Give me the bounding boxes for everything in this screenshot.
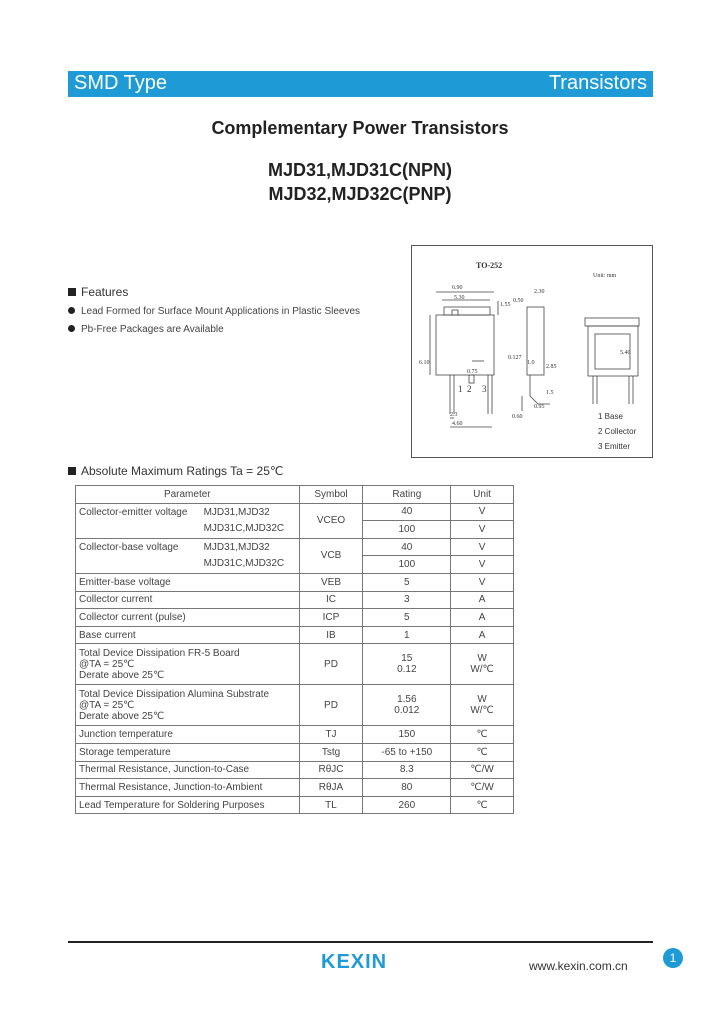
table-row [76, 779, 514, 797]
pin-label: 1 Base [598, 412, 623, 421]
table-row [76, 573, 514, 591]
dim-label: 1.5 [546, 390, 554, 396]
symbol-cell: VEB [299, 573, 363, 591]
unit-cell: ℃ [451, 796, 514, 814]
param-cell: Lead Temperature for Soldering Purposes [76, 796, 300, 814]
rating-cell: -65 to +150 [363, 743, 451, 761]
table-row [76, 626, 514, 644]
features-heading-text: Features [81, 285, 129, 299]
param-cell: Thermal Resistance, Junction-to-Case [76, 761, 300, 779]
dim-label: 6.10 [419, 360, 430, 366]
symbol-cell: TL [299, 796, 363, 814]
unit-cell: ℃ [451, 743, 514, 761]
dim-label: 0.95 [534, 404, 545, 410]
symbol-cell: RθJA [299, 779, 363, 797]
rating-cell [363, 685, 451, 726]
rating-cell: 1 [363, 626, 451, 644]
symbol-cell: VCEO [299, 503, 363, 538]
dim-label: 1.0 [527, 360, 535, 366]
symbol-cell: IB [299, 626, 363, 644]
unit-line: W [477, 653, 487, 665]
header-banner [68, 71, 653, 97]
pin-label: 3 Emitter [598, 442, 631, 451]
unit-cell [451, 644, 514, 685]
unit-cell: A [451, 626, 514, 644]
dim-label: 0.50 [513, 298, 524, 304]
symbol-cell: IC [299, 591, 363, 609]
symbol-cell: VCB [299, 538, 363, 573]
unit-cell: A [451, 609, 514, 627]
ratings-heading-text: Absolute Maximum Ratings Ta = 25℃ [81, 464, 284, 478]
rating-cell: 5 [363, 573, 451, 591]
param-sub: MJD31C,MJD32C [203, 558, 285, 570]
param-cell [76, 503, 300, 538]
param-cell: Storage temperature [76, 743, 300, 761]
param-cell: Junction temperature [76, 726, 300, 744]
symbol-cell: ICP [299, 609, 363, 627]
rating-cell: 80 [363, 779, 451, 797]
pin-number: 3 [482, 384, 487, 394]
part-pnp: MJD32,MJD32C(PNP) [268, 184, 452, 204]
dim-label: 2.3 [450, 412, 458, 418]
table-row [76, 743, 514, 761]
table-row [76, 591, 514, 609]
param-line: @TA = 25℃ [79, 699, 135, 711]
bullet-icon [68, 307, 75, 314]
rating-cell: 150 [363, 726, 451, 744]
unit-cell: ℃/W [451, 761, 514, 779]
unit-cell: A [451, 591, 514, 609]
kexin-logo: KEXIN [321, 951, 388, 973]
rating-line: 15 [401, 653, 413, 665]
dim-label: 5.40 [620, 350, 631, 356]
header-cell: Symbol [299, 486, 363, 504]
footer-divider [68, 941, 653, 943]
header-cell: Unit [451, 486, 514, 504]
symbol-cell: PD [299, 644, 363, 685]
param-line: Derate above 25℃ [79, 710, 165, 722]
rating-cell [363, 644, 451, 685]
table-row [76, 685, 514, 726]
param-cell: Collector current [76, 591, 300, 609]
symbol-cell: TJ [299, 726, 363, 744]
doc-title: Complementary Power Transistors [211, 118, 509, 138]
param-cell [76, 538, 300, 573]
dim-label: 5.30 [454, 295, 465, 301]
rating-cell: 100 [363, 521, 451, 539]
table-row [76, 538, 514, 556]
header-cell: Parameter [76, 486, 300, 504]
table-row [76, 503, 514, 521]
table-header-row [76, 486, 514, 504]
unit-cell [451, 685, 514, 726]
dim-label: 0.75 [467, 369, 478, 375]
table-row [76, 609, 514, 627]
unit-cell: V [451, 573, 514, 591]
table-row [76, 644, 514, 685]
rating-cell: 100 [363, 556, 451, 574]
param-line: @TA = 25℃ [79, 658, 135, 670]
rating-cell: 260 [363, 796, 451, 814]
param-cell: Collector current (pulse) [76, 609, 300, 627]
param-text: Collector-base voltage [79, 542, 179, 554]
symbol-cell: RθJC [299, 761, 363, 779]
rating-cell: 40 [363, 503, 451, 521]
ratings-table [75, 485, 514, 814]
table-row [76, 761, 514, 779]
rating-cell: 8.3 [363, 761, 451, 779]
dim-label: 0.60 [512, 414, 523, 420]
param-cell: Base current [76, 626, 300, 644]
pin-label: 2 Collector [598, 427, 637, 436]
rating-cell: 3 [363, 591, 451, 609]
header-right-label: Transistors [548, 72, 647, 94]
feature-item [68, 324, 224, 335]
page-number: 1 [663, 948, 683, 968]
header-left-label: SMD Type [74, 72, 167, 94]
part-npn: MJD31,MJD31C(NPN) [267, 160, 453, 180]
header-cell: Rating [363, 486, 451, 504]
rating-line: 0.012 [394, 705, 420, 717]
unit-cell: ℃ [451, 726, 514, 744]
unit-cell: V [451, 521, 514, 539]
param-cell [76, 685, 300, 726]
param-sub: MJD31,MJD32 [203, 507, 270, 519]
unit-cell: V [451, 538, 514, 556]
dim-label: 1.55 [500, 302, 511, 308]
unit-label: Unit: mm [593, 273, 617, 279]
param-cell: Thermal Resistance, Junction-to-Ambient [76, 779, 300, 797]
param-text: Collector-emitter voltage [79, 507, 188, 519]
unit-cell: ℃/W [451, 779, 514, 797]
unit-cell: V [451, 556, 514, 574]
square-bullet-icon [68, 288, 76, 296]
dim-label: 2.30 [534, 289, 545, 295]
square-bullet-icon [68, 467, 76, 475]
feature-text: Lead Formed for Surface Mount Applications in Plastic Sleeves [81, 306, 361, 317]
rating-cell: 5 [363, 609, 451, 627]
symbol-cell: Tstg [299, 743, 363, 761]
unit-line: W/℃ [470, 705, 494, 717]
rating-line: 1.56 [397, 694, 417, 706]
param-line: Total Device Dissipation Alumina Substrate [79, 688, 270, 700]
dim-label: 0.127 [508, 355, 522, 361]
dim-label: 6.90 [452, 285, 463, 291]
param-sub: MJD31,MJD32 [203, 542, 270, 554]
param-cell: Emitter-base voltage [76, 573, 300, 591]
website-link[interactable]: www.kexin.com.cn [529, 959, 628, 973]
unit-cell: V [451, 503, 514, 521]
param-sub: MJD31C,MJD32C [203, 523, 285, 535]
table-row [76, 796, 514, 814]
unit-line: W/℃ [470, 664, 494, 676]
dim-label: 4.60 [452, 421, 463, 427]
param-cell [76, 644, 300, 685]
package-drawing [411, 245, 653, 458]
unit-line: W [477, 694, 487, 706]
ratings-heading [68, 464, 283, 478]
rating-line: 0.12 [397, 664, 417, 676]
pin-number: 1 [458, 384, 463, 394]
param-line: Derate above 25℃ [79, 669, 165, 681]
feature-text: Pb-Free Packages are Available [81, 324, 224, 335]
bullet-icon [68, 325, 75, 332]
pin-number: 2 [467, 384, 472, 394]
dim-label: 2.85 [546, 364, 557, 370]
table-row [76, 726, 514, 744]
param-line: Total Device Dissipation FR-5 Board [79, 647, 240, 659]
symbol-cell: PD [299, 685, 363, 726]
package-outline-svg [412, 246, 652, 457]
feature-item [68, 306, 360, 317]
package-name: TO-252 [476, 261, 503, 270]
rating-cell: 40 [363, 538, 451, 556]
features-heading [68, 285, 128, 299]
